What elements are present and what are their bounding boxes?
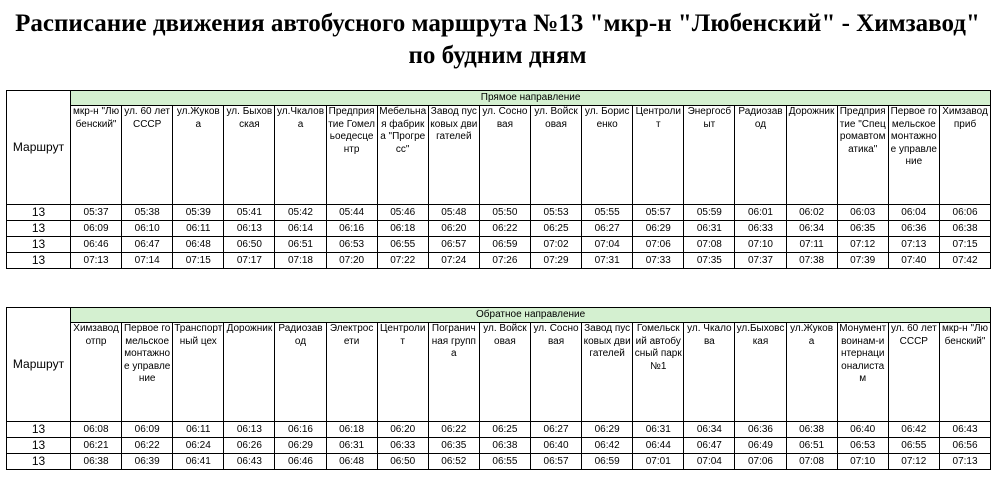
table-row [7, 237, 991, 253]
stop-header: Завод пусковых двигателей [582, 323, 633, 422]
route-number-cell: 13 [7, 438, 71, 454]
stop-header: Гомельский автобусный парк №1 [633, 323, 684, 422]
stop-header: Дорожник [224, 323, 275, 422]
stop-header: мкр-н "Любенский" [71, 106, 122, 205]
time-cell: 07:08 [684, 237, 735, 253]
time-cell: 05:50 [479, 205, 530, 221]
time-cell: 06:38 [71, 454, 122, 470]
stop-header: ул. Борисенко [582, 106, 633, 205]
time-cell: 06:24 [173, 438, 224, 454]
time-cell: 07:38 [786, 253, 837, 269]
reverse-times-body [7, 422, 991, 470]
time-cell: 07:31 [582, 253, 633, 269]
time-cell: 06:03 [837, 205, 888, 221]
time-cell: 06:42 [582, 438, 633, 454]
stop-header: Центролит [377, 323, 428, 422]
time-cell: 05:38 [122, 205, 173, 221]
stop-header: ул. Быховская [224, 106, 275, 205]
time-cell: 07:29 [530, 253, 581, 269]
time-cell: 06:59 [582, 454, 633, 470]
time-cell: 06:27 [530, 422, 581, 438]
time-cell: 06:20 [377, 422, 428, 438]
stop-header: ул. Войсковая [530, 106, 581, 205]
time-cell: 07:40 [888, 253, 939, 269]
stop-header: Первое гомельское монтажное управление [122, 323, 173, 422]
time-cell: 05:37 [71, 205, 122, 221]
forward-stops-row [7, 106, 991, 205]
stop-header: ул. Сосновая [479, 106, 530, 205]
time-cell: 06:57 [428, 237, 479, 253]
time-cell: 06:40 [837, 422, 888, 438]
time-cell: 07:06 [633, 237, 684, 253]
time-cell: 06:46 [275, 454, 326, 470]
time-cell: 07:17 [224, 253, 275, 269]
time-cell: 06:48 [326, 454, 377, 470]
stop-header: Предприятие "Спецромавтоматика" [837, 106, 888, 205]
time-cell: 06:50 [377, 454, 428, 470]
time-cell: 06:34 [786, 221, 837, 237]
route-number-cell: 13 [7, 205, 71, 221]
time-cell: 06:40 [530, 438, 581, 454]
forward-direction-header: Прямое направление [71, 91, 991, 106]
time-cell: 07:12 [837, 237, 888, 253]
time-cell: 06:22 [479, 221, 530, 237]
time-cell: 07:06 [735, 454, 786, 470]
reverse-schedule-table [6, 307, 991, 470]
time-cell: 07:22 [377, 253, 428, 269]
time-cell: 05:53 [530, 205, 581, 221]
stop-header: ул.Чкалова [275, 106, 326, 205]
time-cell: 05:44 [326, 205, 377, 221]
time-cell: 05:42 [275, 205, 326, 221]
stop-header: Электросети [326, 323, 377, 422]
forward-schedule-table [6, 90, 991, 269]
time-cell: 07:18 [275, 253, 326, 269]
time-cell: 06:13 [224, 422, 275, 438]
route-number-cell: 13 [7, 237, 71, 253]
time-cell: 06:43 [939, 422, 990, 438]
stop-header: ул. Чкалова [684, 323, 735, 422]
time-cell: 06:48 [173, 237, 224, 253]
time-cell: 06:33 [377, 438, 428, 454]
time-cell: 06:22 [122, 438, 173, 454]
time-cell: 06:36 [888, 221, 939, 237]
table-row [7, 205, 991, 221]
time-cell: 06:18 [377, 221, 428, 237]
stop-header: Завод пусковых двигателей [428, 106, 479, 205]
time-cell: 05:48 [428, 205, 479, 221]
time-cell: 06:55 [479, 454, 530, 470]
time-cell: 06:38 [479, 438, 530, 454]
time-cell: 07:10 [735, 237, 786, 253]
time-cell: 06:21 [71, 438, 122, 454]
stop-header: Энергосбыт [684, 106, 735, 205]
time-cell: 06:41 [173, 454, 224, 470]
time-cell: 07:15 [173, 253, 224, 269]
time-cell: 06:16 [326, 221, 377, 237]
page-title: Расписание движения автобусного маршрута №13 "мкр-н "Любенский" - Химзавод" по будним дням [15, 10, 980, 69]
time-cell: 06:53 [326, 237, 377, 253]
time-cell: 06:47 [122, 237, 173, 253]
time-cell: 06:09 [71, 221, 122, 237]
time-cell: 06:55 [888, 438, 939, 454]
time-cell: 06:11 [173, 422, 224, 438]
time-cell: 06:31 [326, 438, 377, 454]
time-cell: 07:11 [786, 237, 837, 253]
time-cell: 07:13 [71, 253, 122, 269]
time-cell: 06:06 [939, 205, 990, 221]
time-cell: 06:57 [530, 454, 581, 470]
route-number-cell: 13 [7, 221, 71, 237]
time-cell: 06:13 [224, 221, 275, 237]
route-number-cell: 13 [7, 422, 71, 438]
time-cell: 06:51 [786, 438, 837, 454]
time-cell: 05:46 [377, 205, 428, 221]
time-cell: 06:36 [735, 422, 786, 438]
time-cell: 07:12 [888, 454, 939, 470]
stop-header: Дорожник [786, 106, 837, 205]
stop-header: ул.Жукова [786, 323, 837, 422]
stop-header: Радиозавод [275, 323, 326, 422]
time-cell: 07:01 [633, 454, 684, 470]
stop-header: Радиозавод [735, 106, 786, 205]
time-cell: 06:27 [582, 221, 633, 237]
time-cell: 05:57 [633, 205, 684, 221]
time-cell: 06:31 [684, 221, 735, 237]
time-cell: 06:43 [224, 454, 275, 470]
time-cell: 06:42 [888, 422, 939, 438]
time-cell: 06:01 [735, 205, 786, 221]
time-cell: 06:47 [684, 438, 735, 454]
time-cell: 06:44 [633, 438, 684, 454]
route-column-header: Маршрут [7, 91, 71, 205]
time-cell: 06:34 [684, 422, 735, 438]
stop-header: ул. Сосновая [530, 323, 581, 422]
stop-header: мкр-н "Любенский" [939, 323, 990, 422]
time-cell: 07:42 [939, 253, 990, 269]
time-cell: 07:04 [582, 237, 633, 253]
time-cell: 06:18 [326, 422, 377, 438]
time-cell: 07:08 [786, 454, 837, 470]
stop-header: Пограничная группа [428, 323, 479, 422]
time-cell: 06:59 [479, 237, 530, 253]
time-cell: 06:38 [786, 422, 837, 438]
time-cell: 05:59 [684, 205, 735, 221]
forward-times-body [7, 205, 991, 269]
table-row [7, 221, 991, 237]
time-cell: 07:10 [837, 454, 888, 470]
route-number-cell: 13 [7, 454, 71, 470]
time-cell: 07:13 [939, 454, 990, 470]
table-row [7, 253, 991, 269]
table-row [7, 454, 991, 470]
time-cell: 07:02 [530, 237, 581, 253]
time-cell: 07:26 [479, 253, 530, 269]
reverse-stops-row [7, 323, 991, 422]
stop-header: ул. 60 лет СССР [888, 323, 939, 422]
time-cell: 06:52 [428, 454, 479, 470]
time-cell: 07:35 [684, 253, 735, 269]
time-cell: 05:39 [173, 205, 224, 221]
time-cell: 07:20 [326, 253, 377, 269]
time-cell: 06:35 [428, 438, 479, 454]
table-row [7, 422, 991, 438]
time-cell: 06:14 [275, 221, 326, 237]
stop-header: Химзавод приб [939, 106, 990, 205]
stop-header: Монумент воинам-интернационалистам [837, 323, 888, 422]
route-number-cell: 13 [7, 253, 71, 269]
time-cell: 06:46 [71, 237, 122, 253]
stop-header: Химзавод отпр [71, 323, 122, 422]
time-cell: 06:33 [735, 221, 786, 237]
time-cell: 07:39 [837, 253, 888, 269]
time-cell: 06:50 [224, 237, 275, 253]
stop-header: ул. 60 лет СССР [122, 106, 173, 205]
time-cell: 05:55 [582, 205, 633, 221]
time-cell: 07:15 [939, 237, 990, 253]
time-cell: 06:49 [735, 438, 786, 454]
reverse-direction-header: Обратное направление [71, 308, 991, 323]
time-cell: 06:35 [837, 221, 888, 237]
time-cell: 06:16 [275, 422, 326, 438]
time-cell: 06:31 [633, 422, 684, 438]
time-cell: 06:29 [582, 422, 633, 438]
time-cell: 06:09 [122, 422, 173, 438]
time-cell: 06:04 [888, 205, 939, 221]
time-cell: 05:41 [224, 205, 275, 221]
time-cell: 06:51 [275, 237, 326, 253]
time-cell: 07:04 [684, 454, 735, 470]
route-column-header: Маршрут [7, 308, 71, 422]
time-cell: 06:26 [224, 438, 275, 454]
time-cell: 06:29 [275, 438, 326, 454]
time-cell: 06:20 [428, 221, 479, 237]
time-cell: 06:11 [173, 221, 224, 237]
time-cell: 07:37 [735, 253, 786, 269]
time-cell: 06:38 [939, 221, 990, 237]
time-cell: 07:33 [633, 253, 684, 269]
stop-header: Предприятие Гомельоедесцентр [326, 106, 377, 205]
time-cell: 06:39 [122, 454, 173, 470]
time-cell: 06:02 [786, 205, 837, 221]
time-cell: 06:29 [633, 221, 684, 237]
time-cell: 06:08 [71, 422, 122, 438]
time-cell: 06:55 [377, 237, 428, 253]
time-cell: 07:24 [428, 253, 479, 269]
stop-header: Первое гомельское монтажное управление [888, 106, 939, 205]
time-cell: 06:22 [428, 422, 479, 438]
time-cell: 07:14 [122, 253, 173, 269]
stop-header: ул. Войсковая [479, 323, 530, 422]
table-row [7, 438, 991, 454]
stop-header: Мебельная фабрика "Прогресс" [377, 106, 428, 205]
time-cell: 07:13 [888, 237, 939, 253]
time-cell: 06:25 [530, 221, 581, 237]
stop-header: ул.Быховская [735, 323, 786, 422]
time-cell: 06:25 [479, 422, 530, 438]
stop-header: Центролит [633, 106, 684, 205]
stop-header: ул.Жукова [173, 106, 224, 205]
time-cell: 06:56 [939, 438, 990, 454]
time-cell: 06:53 [837, 438, 888, 454]
stop-header: Транспортный цех [173, 323, 224, 422]
time-cell: 06:10 [122, 221, 173, 237]
